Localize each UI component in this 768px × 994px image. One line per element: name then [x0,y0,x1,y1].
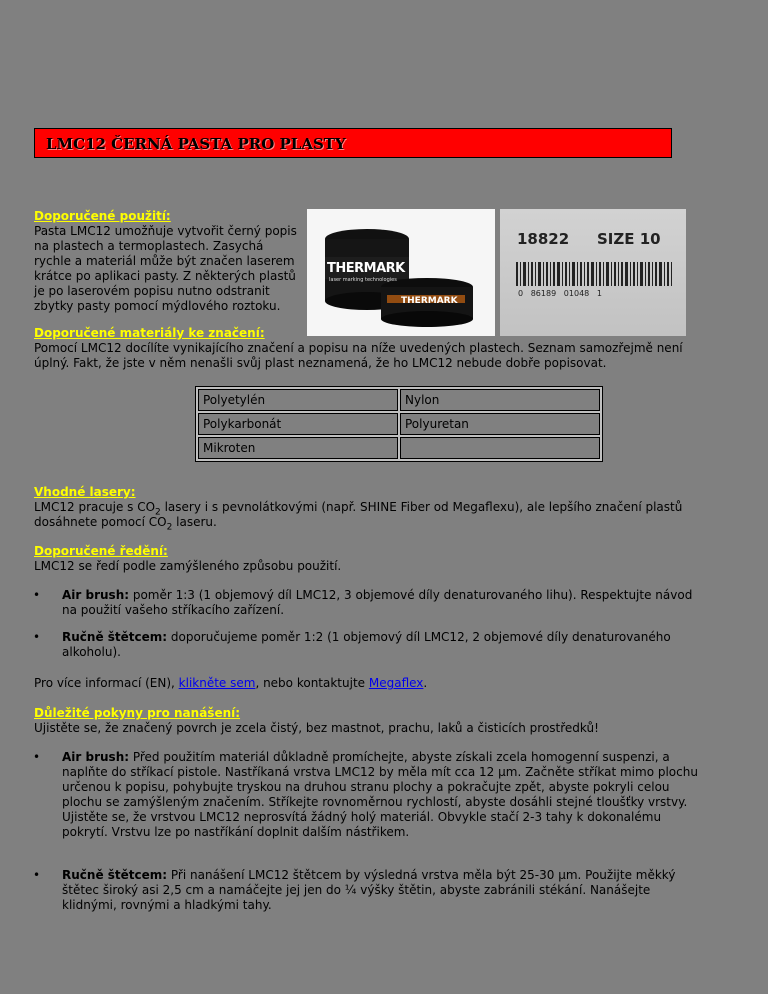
more-info-line [34,676,714,691]
bullet: • [33,588,41,602]
lasers-heading: Vhodné lasery: [34,485,136,499]
dilution-section [34,544,694,574]
product-photo [307,209,495,336]
dilution-list [0,630,700,660]
lasers-text-part: laseru. [172,515,217,529]
table-row [198,389,600,411]
table-cell [400,437,600,459]
more-info-text: . [423,676,428,690]
item-text: poměr 1:3 (1 objemový díl LMC12, 3 objemové díly denaturovaného lihu). Respektujte návod na použití vašeho stříkacího zařízení. [62,588,693,617]
usage-section [34,209,299,314]
barcode-label-photo [500,209,686,336]
application-section [34,706,714,736]
subscript: 2 [166,522,173,533]
usage-text: Pasta LMC12 umožňuje vytvořit černý popis na plastech a termoplastech. Zasychá rychle a materiál může být značen laserem krátce po aplikaci pasty. Z některých plastů je po laserovém popisu nutno odstranit zbytky pasty pomocí mýdlového roztoku. [34,224,297,313]
label-code: 18822 [517,230,570,248]
bullet: • [33,750,41,764]
table-cell: Polyetylén [198,389,398,411]
table-cell: Polyuretan [400,413,600,435]
usage-heading: Doporučené použití: [34,209,171,223]
lasers-section [34,485,694,533]
table-cell: Mikroten [198,437,398,459]
materials-text: Pomocí LMC12 docílíte vynikajícího značení a popisu na níže uvedených plastech. Seznam samozřejmě není úplný. Fakt, že jste v něm nenašli svůj plast neznamená, že ho LMC12 nebude dobře popisovat. [34,341,683,370]
label-size: SIZE 10 [597,230,661,248]
table-cell: Nylon [400,389,600,411]
more-info-text: , nebo kontaktujte [255,676,369,690]
item-label: Ručně štětcem: [62,868,168,882]
item-text: Při nanášení LMC12 štětcem by výsledná vrstva měla být 25-30 µm. Použijte měkký štětec široký asi 2,5 cm a namáčejte jej jen do ¼ výšky štětin, abyste zabránili stékání. Nanášejte klidnými, rovnými a hladkými tahy. [62,868,676,912]
list-item [0,588,700,618]
brand-label-back: THERMARK [327,261,405,276]
list-item [0,868,700,913]
application-list [0,868,700,913]
item-label: Air brush: [62,588,130,602]
item-label: Air brush: [62,750,130,764]
table-row [198,437,600,459]
lasers-text [34,500,694,533]
list-item [0,750,700,840]
dilution-heading: Doporučené ředění: [34,544,168,558]
item-label: Ručně štětcem: [62,630,168,644]
barcode-graphic [516,262,676,286]
materials-table [195,386,603,462]
title-banner [34,128,672,158]
brand-label-front: THERMARK [401,296,458,306]
dilution-list [0,588,700,618]
dilution-text: LMC12 se ředí podle zamýšleného způsobu použití. [34,559,342,573]
table-row [198,413,600,435]
page-title: LMC12 ČERNÁ PASTA PRO PLASTY [46,135,346,153]
application-text: Ujistěte se, že značený povrch je zcela čistý, bez mastnot, prachu, laků a čisticích prostředků! [34,721,599,735]
materials-heading: Doporučené materiály ke značení: [34,326,265,340]
click-here-link[interactable]: klikněte sem [178,676,256,690]
item-text: Před použitím materiál důkladně promíchejte, abyste získali zcela homogenní suspenzi, a naplňte do stříkací pistole. Nastříkaná vrstva LMC12 by měla mít cca 12 µm. Začněte stříkat mimo plochu určenou k popisu, pohybujte tryskou na druhou stranu plochy a pokračujte zpět, abyste pokryli celou plochu se zamýšleným značením. Stříkejte rovnoměrnou rychlostí, abyste dosáhli stejné tloušťky vrstvy. Ujistěte se, že vrstvou LMC12 neprosvítá žádný holý materiál. Obvykle stačí 2-3 tahy k dokonalému pokrytí. Vrstvu lze po nastříkání doplnit dalším nástřikem. [62,750,698,839]
megaflex-link[interactable]: Megaflex [368,676,424,690]
more-info-text: Pro více informací (EN), [34,676,179,690]
brand-tagline: laser marking technologies [329,277,397,283]
lasers-text-part: lasery i s pevnolátkovými (např. SHINE Fiber od Megaflexu), ale lepšího značení plastů dosáhnete pomocí CO [34,500,683,529]
application-heading: Důležité pokyny pro nanášení: [34,706,241,720]
lasers-text-part: LMC12 pracuje s CO [34,500,156,514]
application-list [0,750,700,840]
bullet: • [33,630,41,644]
bullet: • [33,868,41,882]
materials-section [34,326,694,371]
table-cell: Polykarbonát [198,413,398,435]
list-item [0,630,700,660]
barcode-digits: 0 86189 01048 1 [518,289,602,298]
item-text: doporučujeme poměr 1:2 (1 objemový díl LMC12, 2 objemové díly denaturovaného alkoholu). [62,630,671,659]
subscript: 2 [155,507,161,518]
